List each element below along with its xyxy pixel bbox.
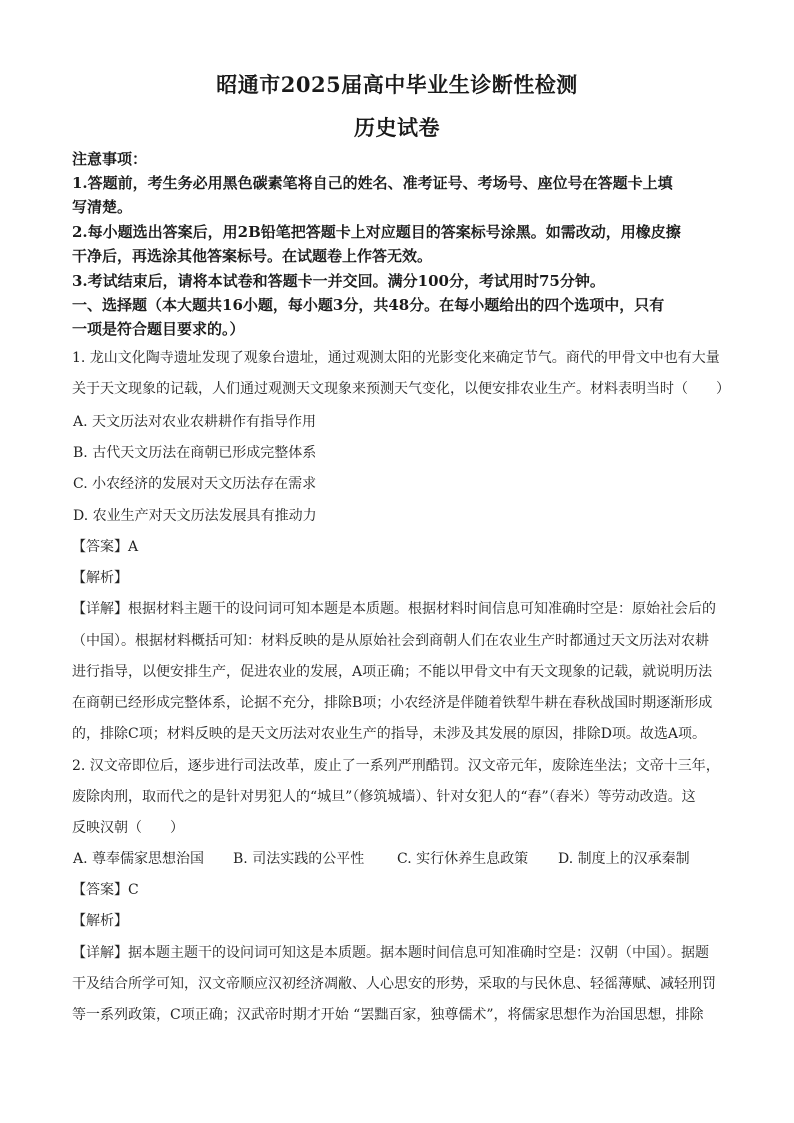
option-d: D. 制度上的汉承秦制 xyxy=(558,851,690,867)
analysis-detail: 【详解】根据材料主题干的设问词可知本题是本质题。根据材料时间信息可知准确时空是：原始社会后的 xyxy=(72,601,716,617)
option-c: C. 实行休养生息政策 xyxy=(397,851,529,867)
analysis-label: 【解析】 xyxy=(72,913,128,929)
option-b: B. 司法实践的公平性 xyxy=(233,851,365,867)
analysis-detail: （中国）。根据材料概括可知：材料反映的是从原始社会到商朝人们在农业生产时都通过天文历法对农耕 xyxy=(72,633,709,649)
option-a: A. 尊奉儒家思想治国 xyxy=(73,851,205,867)
answer-label: 【答案】A xyxy=(72,539,139,555)
analysis-detail: 的，排除C项；材料反映的是天文历法对农业生产的指导，未涉及其发展的原因，排除D项。故选A项。 xyxy=(72,726,707,742)
option-c: C. 小农经济的发展对天文历法存在需求 xyxy=(73,476,317,492)
question-stem: 2. 汉文帝即位后，逐步进行司法改革，废止了一系列严刑酷罚。汉文帝元年，废除连坐法；文帝十三年， xyxy=(72,758,720,774)
notice-line: 2.每小题选出答案后，用2B铅笔把答题卡上对应题目的答案标号涂黑。如需改动，用橡皮擦 xyxy=(72,223,681,241)
exam-title: 昭通市2025届高中毕业生诊断性检测 xyxy=(216,72,578,97)
option-a: A. 天文历法对农业农耕耕作有指导作用 xyxy=(73,414,317,430)
analysis-detail: 【详解】据本题主题干的设问词可知这是本质题。据本题时间信息可知准确时空是：汉朝（中国）。据题 xyxy=(72,945,709,961)
notice-line: 写清楚。 xyxy=(72,198,133,216)
notice-line: 干净后，再选涂其他答案标号。在试题卷上作答无效。 xyxy=(72,247,433,265)
notice-heading: 注意事项： xyxy=(72,150,148,168)
analysis-label: 【解析】 xyxy=(72,570,128,586)
analysis-detail: 在商朝已经形成完整体系，论据不充分，排除B项；小农经济是伴随着铁犁牛耕在春秋战国时期逐渐形成 xyxy=(72,695,713,711)
answer-label: 【答案】C xyxy=(72,882,139,898)
question-stem: 废除肉刑，取而代之的是针对男犯人的“城旦”（修筑城墙）、针对女犯人的“舂”（舂米）等劳动改造。这 xyxy=(72,789,696,805)
question-stem: 1. 龙山文化陶寺遗址发现了观象台遗址，通过观测太阳的光影变化来确定节气。商代的甲骨文中也有大量 xyxy=(72,350,720,366)
option-d: D. 农业生产对天文历法发展具有推动力 xyxy=(73,508,317,524)
section-heading: 一、选择题（本大题共16小题，每小题3分，共48分。在每小题给出的四个选项中，只有 xyxy=(72,296,665,314)
notice-line: 3.考试结束后，请将本试卷和答题卡一并交回。满分100分，考试用时75分钟。 xyxy=(72,272,605,290)
analysis-detail: 干及结合所学可知，汉文帝顺应汉初经济凋敝、人心思安的形势，采取的与民休息、轻徭薄赋、减轻刑罚 xyxy=(72,976,716,992)
exam-subtitle: 历史试卷 xyxy=(354,115,440,140)
question-stem: 关于天文现象的记载，人们通过观测天文现象来预测天气变化，以便安排农业生产。材料表明当时（ ） xyxy=(72,381,730,397)
notice-line: 1.答题前，考生务必用黑色碳素笔将自己的姓名、准考证号、考场号、座位号在答题卡上填 xyxy=(72,174,673,192)
analysis-detail: 进行指导，以便安排生产，促进农业的发展，A项正确；不能以甲骨文中有天文现象的记载，就说明历法 xyxy=(72,664,713,680)
question-stem: 反映汉朝（ ） xyxy=(72,820,184,836)
option-b: B. 古代天文历法在商朝已形成完整体系 xyxy=(73,445,317,461)
analysis-detail: 等一系列政策，C项正确；汉武帝时期才开始 “罢黜百家，独尊儒术”，将儒家思想作为治国思想，排除 xyxy=(72,1007,704,1023)
section-heading: 一项是符合题目要求的。） xyxy=(72,320,245,338)
